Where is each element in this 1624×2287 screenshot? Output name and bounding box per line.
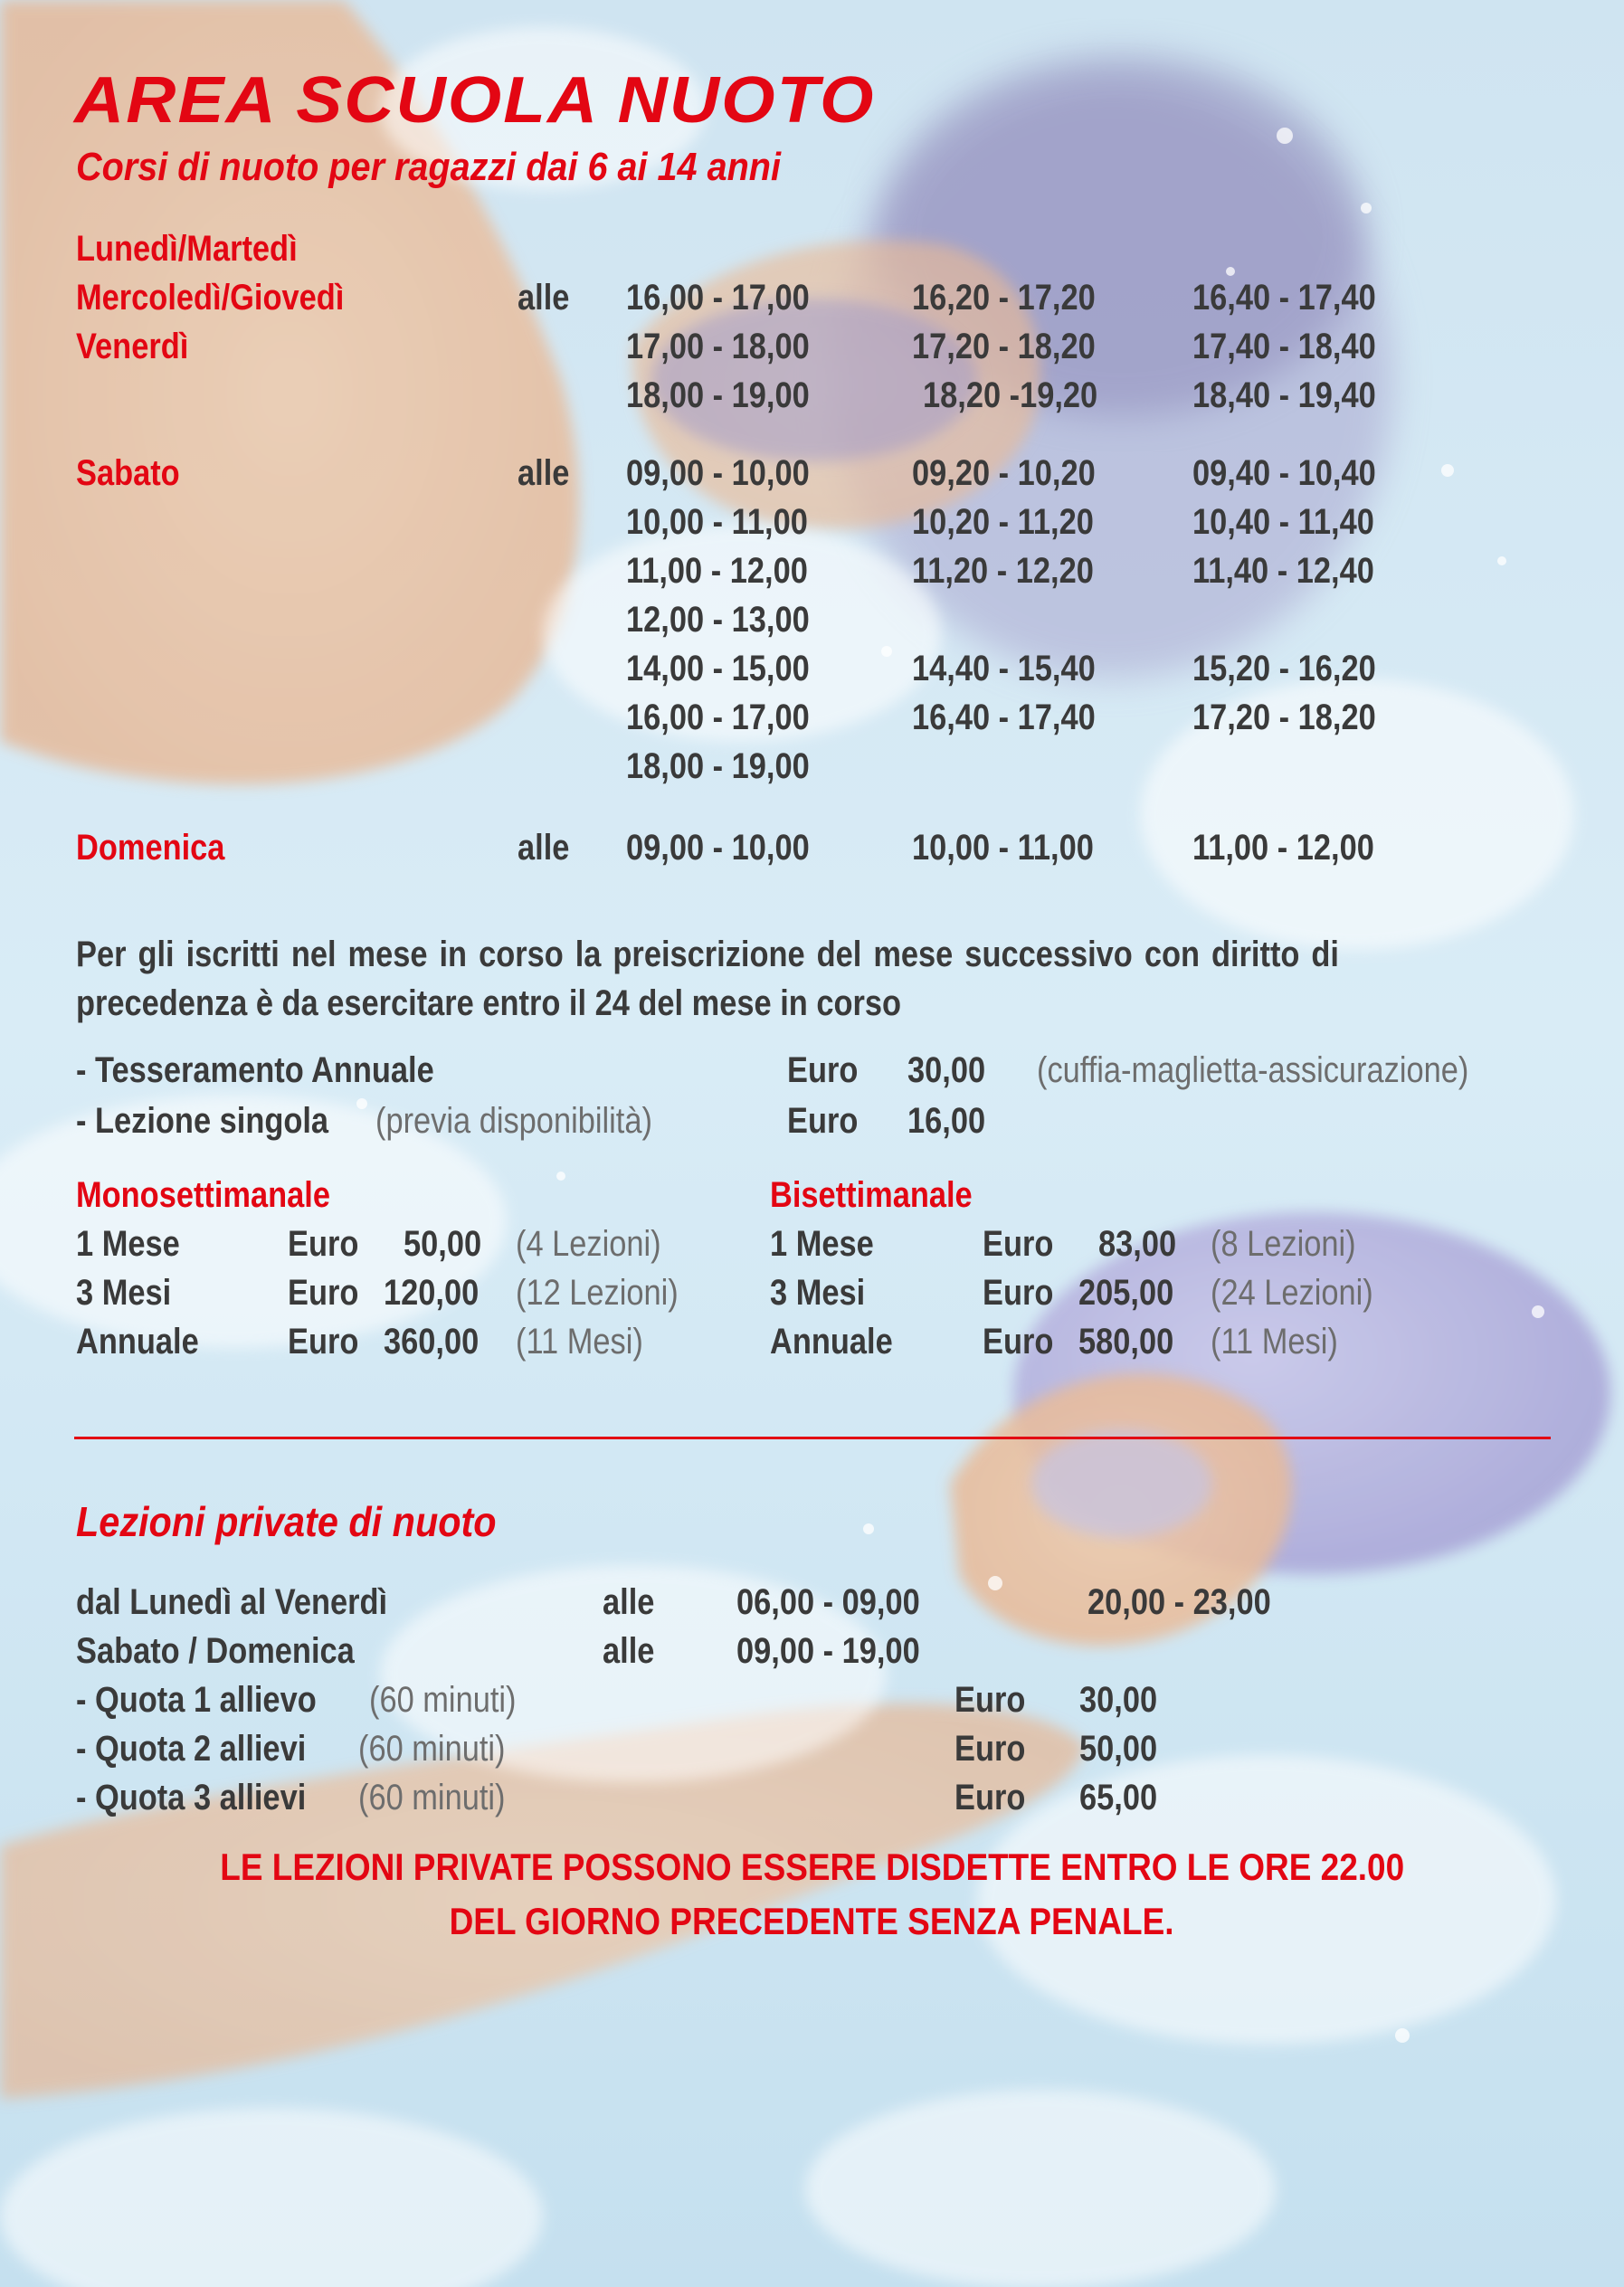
time-slot: 14,40 - 15,40 [912,649,1096,688]
plan-note: (24 Lezioni) [1211,1273,1373,1313]
cancellation-notice-line-2 [0,1900,1624,1943]
time-slot: 09,00 - 10,00 [626,453,810,493]
time-slot: 16,00 - 17,00 [626,697,810,737]
notice-text: DEL GIORNO PRECEDENTE SENZA PENALE. [450,1900,1174,1942]
plan-amount: 580,00 [1078,1322,1174,1362]
alle-label: alle [518,278,570,318]
page-subtitle: Corsi di nuoto per ragazzi dai 6 ai 14 anni [76,145,781,189]
quota-note: (60 minuti) [369,1680,517,1720]
time-slot: 09,20 - 10,20 [912,453,1096,493]
plan-period: 3 Mesi [76,1273,172,1313]
fee-currency: Euro [787,1101,859,1141]
fee-label: - Tesseramento Annuale [76,1050,434,1090]
plan-note: (12 Lezioni) [516,1273,679,1313]
private-lessons-title: Lezioni private di nuoto [76,1498,497,1545]
plan-period: 3 Mesi [770,1273,866,1313]
plan-currency: Euro [983,1224,1054,1264]
plan-note: (4 Lezioni) [516,1224,661,1264]
fee-amount: 30,00 [907,1050,986,1090]
day-label-sun: Domenica [76,828,225,868]
time-slot: 20,00 - 23,00 [1087,1582,1271,1622]
plan-note: (11 Mesi) [1211,1322,1338,1362]
time-slot: 17,40 - 18,40 [1192,327,1376,366]
time-slot: 18,00 - 19,00 [626,746,810,786]
quota-amount: 65,00 [1079,1778,1158,1817]
quota-amount: 50,00 [1079,1729,1158,1769]
plan-currency: Euro [288,1224,359,1264]
quota-label: - Quota 1 allievo [76,1680,317,1720]
day-label-mon-tue: Lunedì/Martedì [76,229,298,269]
plan-period: 1 Mese [770,1224,874,1264]
time-slot: 16,40 - 17,40 [1192,278,1376,318]
plan-currency: Euro [288,1273,359,1313]
day-label-sat: Sabato [76,453,180,493]
time-slot: 09,40 - 10,40 [1192,453,1376,493]
time-slot: 17,00 - 18,00 [626,327,810,366]
time-slot: 10,40 - 11,40 [1192,502,1374,542]
plan-currency: Euro [983,1273,1054,1313]
plan-amount: 205,00 [1078,1273,1174,1313]
time-slot: 06,00 - 09,00 [736,1582,920,1622]
quota-note: (60 minuti) [358,1729,506,1769]
time-slot: 15,20 - 16,20 [1192,649,1376,688]
time-slot: 18,00 - 19,00 [626,375,810,415]
plan-currency: Euro [288,1322,359,1362]
time-slot: 10,20 - 11,20 [912,502,1094,542]
plan-note: (11 Mesi) [516,1322,643,1362]
time-slot: 12,00 - 13,00 [626,600,810,640]
day-label-wed-thu: Mercoledì/Giovedì [76,278,345,318]
fee-note: (previa disponibilità) [375,1101,652,1141]
time-slot: 17,20 - 18,20 [1192,697,1376,737]
plan-period: Annuale [770,1322,893,1362]
plan-amount: 50,00 [404,1224,482,1264]
alle-label: alle [603,1631,655,1671]
time-slot: 11,00 - 12,00 [626,551,808,591]
quota-currency: Euro [954,1729,1026,1769]
time-slot: 14,00 - 15,00 [626,649,810,688]
alle-label: alle [518,828,570,868]
time-slot: 11,00 - 12,00 [1192,828,1374,868]
time-slot: 09,00 - 10,00 [626,828,810,868]
cancellation-notice-line-1 [0,1846,1624,1889]
quota-label: - Quota 3 allievi [76,1778,307,1817]
quota-label: - Quota 2 allievi [76,1729,307,1769]
plan-currency: Euro [983,1322,1054,1362]
time-slot: 10,00 - 11,00 [626,502,808,542]
day-label-fri: Venerdì [76,327,189,366]
quota-currency: Euro [954,1680,1026,1720]
quota-currency: Euro [954,1778,1026,1817]
time-slot: 16,00 - 17,00 [626,278,810,318]
alle-label: alle [518,453,570,493]
plan-note: (8 Lezioni) [1211,1224,1356,1264]
quota-note: (60 minuti) [358,1778,506,1817]
preregistration-line-2: precedenza è da esercitare entro il 24 del mese in corso [76,983,902,1023]
fee-extra-note: (cuffia-maglietta-assicurazione) [1037,1050,1469,1090]
time-slot: 11,40 - 12,40 [1192,551,1374,591]
alle-label: alle [603,1582,655,1622]
preregistration-line-1: Per gli iscritti nel mese in corso la preiscrizione del mese successivo con diritto di [76,935,1339,974]
private-days: Sabato / Domenica [76,1631,355,1671]
time-slot: 09,00 - 19,00 [736,1631,920,1671]
time-slot: 17,20 - 18,20 [912,327,1096,366]
plan-amount: 120,00 [384,1273,480,1313]
notice-text: LE LEZIONI PRIVATE POSSONO ESSERE DISDETTE ENTRO LE ORE 22.00 [220,1846,1404,1888]
private-days: dal Lunedì al Venerdì [76,1582,388,1622]
plan-amount: 360,00 [384,1322,480,1362]
fee-label: - Lezione singola [76,1101,329,1141]
section-divider [74,1437,1551,1439]
quota-amount: 30,00 [1079,1680,1158,1720]
time-slot: 16,40 - 17,40 [912,697,1096,737]
plan-period: 1 Mese [76,1224,180,1264]
time-slot: 11,20 - 12,20 [912,551,1094,591]
plan-mono-title: Monosettimanale [76,1175,330,1215]
time-slot: 16,20 - 17,20 [912,278,1096,318]
time-slot: 18,40 - 19,40 [1192,375,1376,415]
plan-period: Annuale [76,1322,199,1362]
time-slot: 18,20 -19,20 [923,375,1098,415]
fee-amount: 16,00 [907,1101,986,1141]
plan-amount: 83,00 [1098,1224,1177,1264]
time-slot: 10,00 - 11,00 [912,828,1094,868]
fee-currency: Euro [787,1050,859,1090]
plan-bi-title: Bisettimanale [770,1175,973,1215]
page-title: AREA SCUOLA NUOTO [74,64,876,137]
